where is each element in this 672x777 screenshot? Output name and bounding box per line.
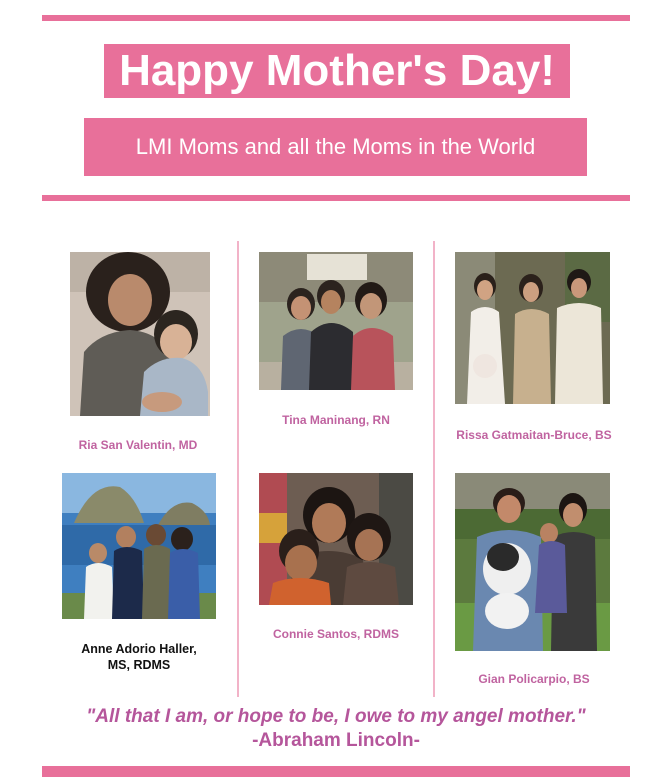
caption-anne-adorio-haller bbox=[40, 641, 238, 673]
caption-connie-santos: Connie Santos, RDMS bbox=[272, 627, 399, 641]
photo-connie-santos bbox=[259, 473, 413, 605]
caption-tina-maninang: Tina Maninang, RN bbox=[282, 413, 390, 427]
photo-tina-maninang bbox=[259, 252, 413, 390]
photo-ria-san-valentin bbox=[70, 252, 210, 416]
caption-gian-policarpio: Gian Policarpio, BS bbox=[478, 672, 590, 686]
caption-rissa-gatmaitan-bruce: Rissa Gatmaitan-Bruce, BS bbox=[456, 428, 612, 442]
caption-ria-san-valentin: Ria San Valentin, MD bbox=[78, 438, 198, 452]
quote-author: -Abraham Lincoln- bbox=[252, 730, 420, 751]
bottom-border-bar bbox=[42, 766, 630, 777]
photo-rissa-gatmaitan-bruce bbox=[455, 252, 610, 404]
page-title: Happy Mother's Day! bbox=[104, 44, 570, 98]
page-subtitle: LMI Moms and all the Moms in the World bbox=[84, 118, 587, 176]
caption-line-name: Anne Adorio Haller, bbox=[81, 642, 197, 656]
photo-anne-adorio-haller bbox=[62, 473, 216, 619]
header-divider-bar bbox=[42, 195, 630, 201]
top-border-bar bbox=[42, 15, 630, 21]
quote-text: "All that I am, or hope to be, I owe to my angel mother." bbox=[86, 706, 586, 727]
caption-line-credentials: MS, RDMS bbox=[107, 658, 171, 672]
photo-gian-policarpio bbox=[455, 473, 610, 651]
